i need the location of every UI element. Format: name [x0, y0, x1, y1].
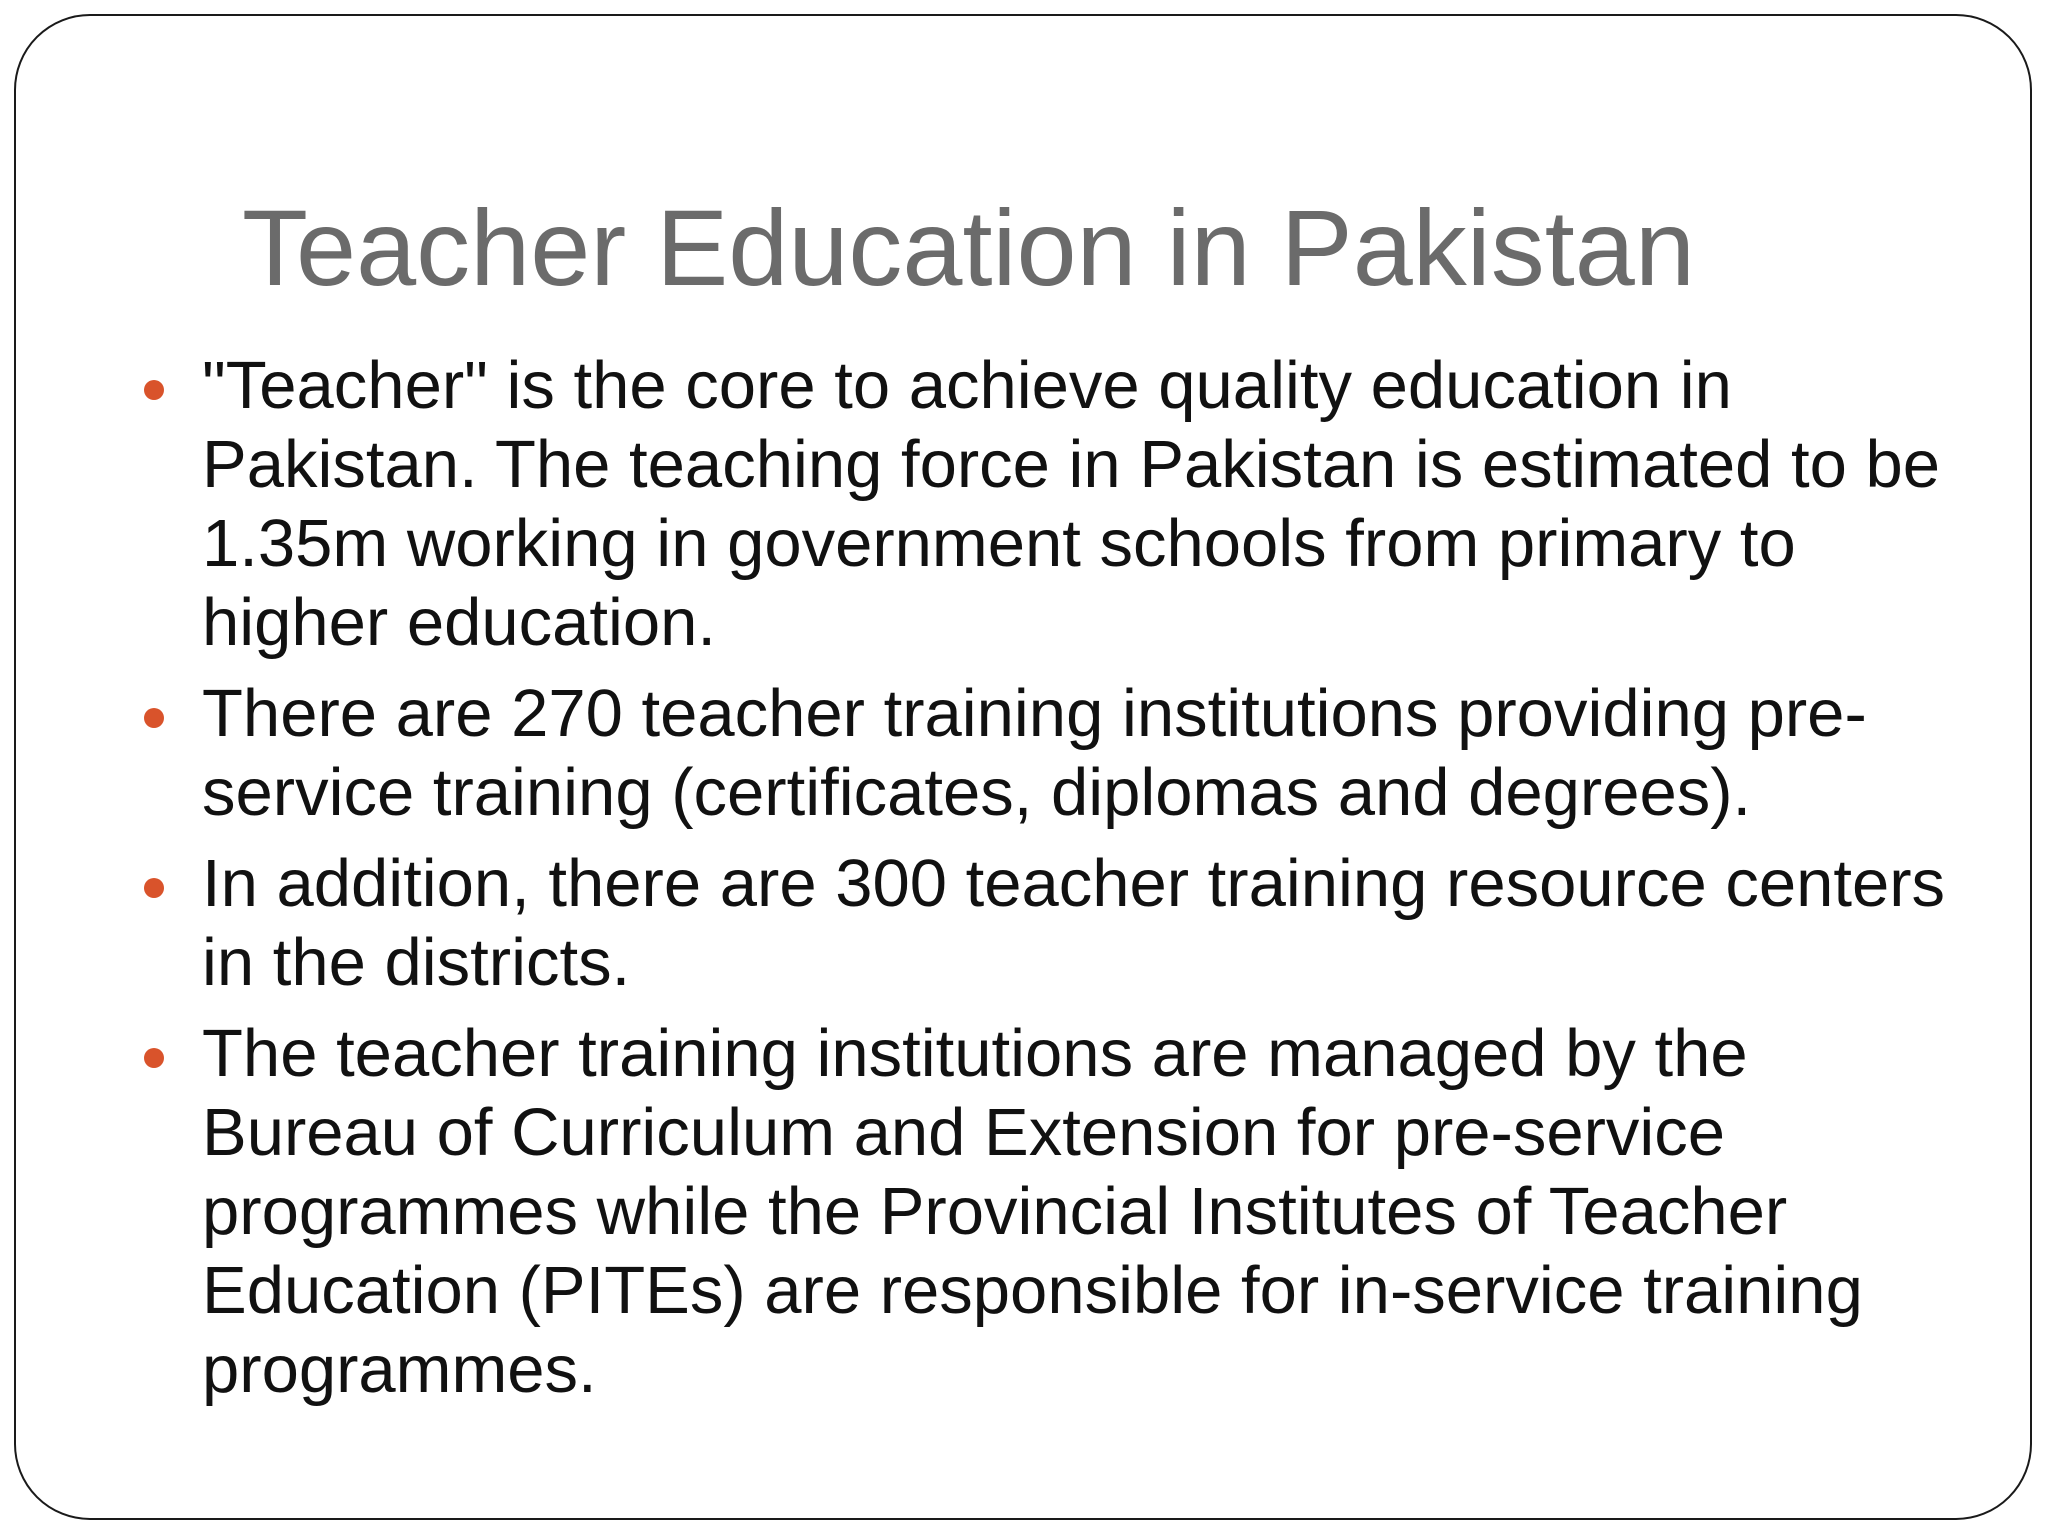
bullet-item — [138, 674, 1978, 832]
bullet-item — [138, 844, 1978, 1002]
bullet-dot-icon — [144, 1048, 164, 1068]
slide-title: Teacher Education in Pakistan — [242, 187, 1695, 308]
bullet-item — [138, 1014, 1978, 1409]
bullet-item — [138, 346, 1978, 662]
bullet-dot-icon — [144, 380, 164, 400]
bullet-text: "Teacher" is the core to achieve quality education in Pakistan. The teaching force in Pakistan is estimated to be 1.35m working in government schools from primary to higher education. — [202, 348, 1941, 660]
bullet-text: In addition, there are 300 teacher training resource centers in the districts. — [202, 846, 1946, 1000]
bullet-text: There are 270 teacher training institutions providing pre-service training (certificates, diplomas and degrees). — [202, 676, 1867, 830]
slide-frame — [14, 14, 2032, 1520]
bullet-list — [138, 346, 1978, 1421]
bullet-text: The teacher training institutions are managed by the Bureau of Curriculum and Extension for pre-service programmes while the Provincial Institutes of Teacher Education (PITEs) are responsible for in-service training programmes. — [202, 1016, 1863, 1407]
bullet-dot-icon — [144, 708, 164, 728]
bullet-dot-icon — [144, 878, 164, 898]
